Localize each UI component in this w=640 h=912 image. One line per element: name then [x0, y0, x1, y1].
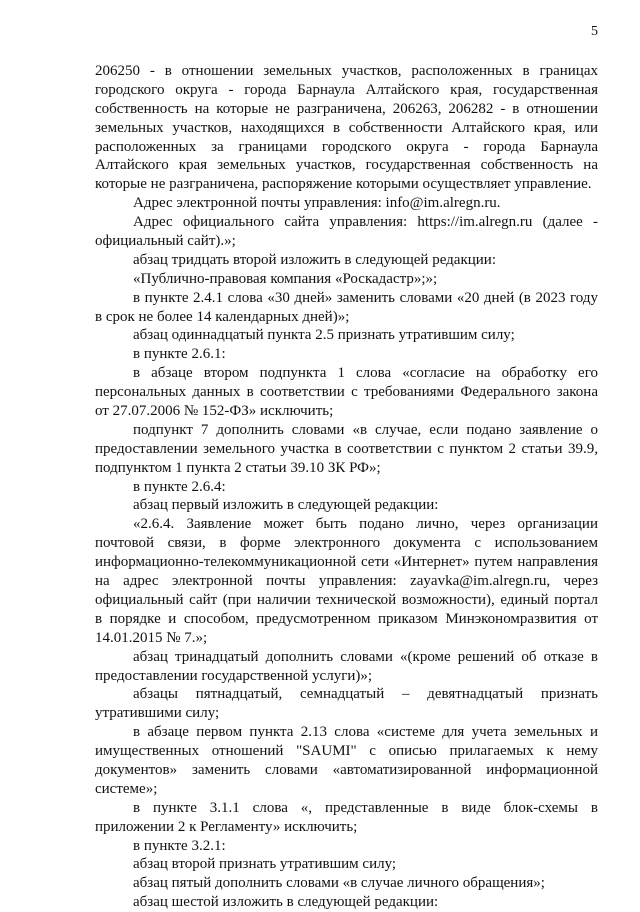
text-line: официальный сайт (при наличии технической возможности), единый портал	[95, 591, 598, 608]
text-line: системе»;	[95, 780, 158, 797]
text-line: земельных участков, находящихся в собственности Алтайского края, или	[95, 119, 598, 136]
text-line: подпунктом 1 пункта 2 статьи 39.10 ЗК РФ»;	[95, 459, 381, 476]
text-line: собственность на которые не разграничена, 206263, 206282 - в отношении	[95, 100, 598, 117]
text-line: абзац первый изложить в следующей редакции:	[133, 497, 439, 514]
text-line: Алтайского края земельных участков, государственная собственность на	[95, 157, 598, 174]
text-line: предоставлении государственной услуги)»;	[95, 667, 373, 684]
text-line: в пункте 3.2.1:	[133, 837, 226, 854]
text-line: приложении 2 к Регламенту» исключить;	[95, 818, 358, 835]
text-line: на адрес электронной почты управления: zayavka@im.alregn.ru, через	[95, 573, 598, 590]
text-line: «2.6.4. Заявление может быть подано лично, через организации	[133, 516, 598, 533]
text-line: которые не разграничена, распоряжение которыми осуществляет управление.	[95, 176, 592, 193]
text-line: утратившими силу;	[95, 705, 220, 722]
text-line: абзац тринадцатый дополнить словами «(кроме решений об отказе в	[133, 648, 598, 665]
text-line: Адрес электронной почты управления: info@im.alregn.ru.	[133, 195, 501, 212]
text-line: предоставлении земельного участка в соответствии с пунктом 2 статьи 39.9,	[95, 440, 598, 457]
text-line: абзацы пятнадцатый, семнадцатый – девятнадцатый признать	[133, 686, 598, 703]
text-line: информационно-телекоммуникационной сети «Интернет» путем направления	[95, 554, 598, 571]
text-line: абзац второй признать утратившим силу;	[133, 856, 397, 873]
text-line: городского округа - города Барнаула Алтайского края, государственная	[95, 81, 598, 98]
text-line: от 27.07.2006 № 152-ФЗ» исключить;	[95, 403, 334, 420]
text-line: расположенных за границами городского округа - города Барнаула	[95, 138, 598, 155]
text-line: Адрес официального сайта управления: https://im.alregn.ru (далее -	[133, 214, 598, 231]
text-line: в абзаце втором подпункта 1 слова «согласие на обработку его	[133, 365, 598, 382]
text-line: подпункт 7 дополнить словами «в случае, если подано заявление о	[133, 421, 598, 438]
text-line: абзац одиннадцатый пункта 2.5 признать утратившим силу;	[133, 327, 515, 344]
text-line: в пункте 2.6.4:	[133, 478, 226, 495]
text-line: почтовой связи, в форме электронного документа с использованием	[95, 535, 598, 552]
text-line: в срок не более 14 календарных дней)»;	[95, 308, 350, 325]
text-line: 206250 - в отношении земельных участков, расположенных в границах	[95, 63, 598, 79]
text-line: в абзаце первом пункта 2.13 слова «системе для учета земельных и	[133, 724, 598, 741]
text-line: абзац тридцать второй изложить в следующей редакции:	[133, 251, 496, 268]
document-body	[95, 62, 598, 912]
text-line: официальный сайт).»;	[95, 233, 236, 250]
text-line: 14.01.2015 № 7.»;	[95, 629, 208, 646]
text-line: документов» заменить словами «автоматизированной информационной	[95, 761, 598, 778]
text-line: в пункте 2.4.1 слова «30 дней» заменить словами «20 дней (в 2023 году	[133, 289, 598, 306]
text-line: персональных данных в соответствии с требованиями Федерального закона	[95, 384, 598, 401]
text-line: имущественных отношений "SAUMI" с описью прилагаемых к нему	[95, 743, 598, 760]
text-line: в порядке и способом, предусмотренном приказом Минэкономразвития от	[95, 610, 598, 627]
text-line: «Публично-правовая компания «Роскадастр»;»;	[133, 270, 438, 287]
text-line: в пункте 3.1.1 слова «, представленные в виде блок-схемы в	[133, 799, 598, 816]
page-number: 5	[591, 24, 598, 39]
text-line: абзац пятый дополнить словами «в случае личного обращения»;	[133, 875, 545, 892]
text-line: абзац шестой изложить в следующей редакции:	[133, 894, 439, 911]
text-line: в пункте 2.6.1:	[133, 346, 226, 363]
